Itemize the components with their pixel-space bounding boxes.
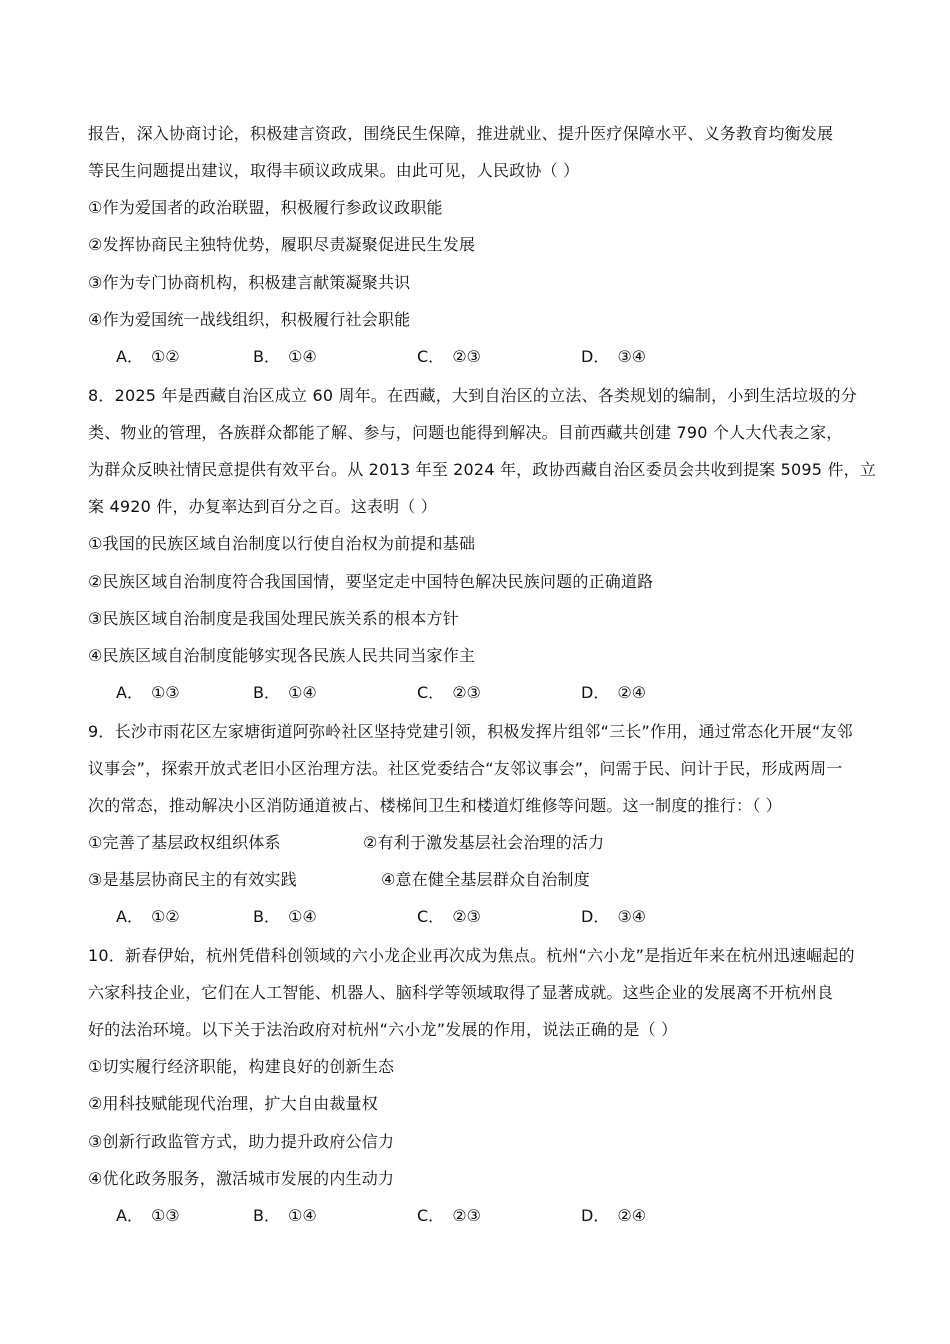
option-label: A． xyxy=(116,347,143,366)
option-value: ③④ xyxy=(617,907,647,926)
option-label: C． xyxy=(417,907,445,926)
option-b[interactable] xyxy=(253,1206,317,1226)
statement-4: ④优化政务服务，激活城市发展的内生动力 xyxy=(88,1169,395,1188)
option-value: ②③ xyxy=(452,907,481,926)
question-text-line: 8．2025 年是西藏自治区成立 60 周年。在西藏，大到自治区的立法、各类规划的编制，小到生活垃圾的分 xyxy=(88,386,857,405)
option-label: B． xyxy=(253,1206,280,1225)
option-c[interactable] xyxy=(417,907,481,927)
option-value: ②③ xyxy=(452,683,481,702)
option-b[interactable] xyxy=(253,347,317,367)
option-label: B． xyxy=(253,907,280,926)
statement-3: ③创新行政监管方式，助力提升政府公信力 xyxy=(88,1132,395,1151)
question-text-line: 报告，深入协商讨论，积极建言资政，围绕民生保障，推进就业、提升医疗保障水平、义务教育均衡发展 xyxy=(88,124,834,143)
statement-4: ④民族区域自治制度能够实现各民族人民共同当家作主 xyxy=(88,646,476,665)
option-value: ②④ xyxy=(617,1206,647,1225)
option-a[interactable] xyxy=(116,683,180,703)
question-text-line: 议事会”，探索开放式老旧小区治理方法。社区党委结合“友邻议事会”，问需于民、问计于民，形成两周一 xyxy=(88,759,843,778)
question-text-line: 六家科技企业，它们在人工智能、机器人、脑科学等领域取得了显著成就。这些企业的发展离不开杭州良 xyxy=(88,983,834,1002)
question-text-line: 为群众反映社情民意提供有效平台。从 2013 年至 2024 年，政协西藏自治区委员会共收到提案 5095 件，立 xyxy=(88,460,877,479)
option-a[interactable] xyxy=(116,1206,180,1226)
question-text-line: 等民生问题提出建议，取得丰硕议政成果。由此可见，人民政协（ ） xyxy=(88,161,580,180)
option-label: A． xyxy=(116,683,143,702)
option-label: C． xyxy=(417,683,445,702)
option-value: ①④ xyxy=(287,1206,317,1225)
option-label: D． xyxy=(581,907,610,926)
option-value: ①② xyxy=(150,907,180,926)
option-c[interactable] xyxy=(417,347,481,367)
option-value: ①② xyxy=(150,347,180,366)
statement-2: ②发挥协商民主独特优势，履职尽责凝聚促进民生发展 xyxy=(88,235,476,254)
question-text-line: 案 4920 件，办复率达到百分之百。这表明（ ） xyxy=(88,497,437,516)
statement-3: ③作为专门协商机构，积极建言献策凝聚共识 xyxy=(88,273,411,292)
option-b[interactable] xyxy=(253,683,317,703)
option-a[interactable] xyxy=(116,907,180,927)
option-label: A． xyxy=(116,907,143,926)
option-d[interactable] xyxy=(581,1206,646,1226)
answer-options xyxy=(116,683,716,703)
statement-4: ④作为爱国统一战线组织，积极履行社会职能 xyxy=(88,310,411,329)
statement-3: ③是基层协商民主的有效实践 xyxy=(88,870,297,889)
option-d[interactable] xyxy=(581,683,646,703)
option-label: A． xyxy=(116,1206,143,1225)
option-label: D． xyxy=(581,1206,610,1225)
statement-3: ③民族区域自治制度是我国处理民族关系的根本方针 xyxy=(88,609,459,628)
statement-1: ①完善了基层政权组织体系 xyxy=(88,833,281,852)
option-d[interactable] xyxy=(581,907,646,927)
question-text-line: 类、物业的管理，各族群众都能了解、参与，问题也能得到解决。目前西藏共创建 790 个人大代表之家， xyxy=(88,423,843,442)
option-value: ②③ xyxy=(452,1206,481,1225)
statement-2: ②有利于激发基层社会治理的活力 xyxy=(363,833,605,852)
statement-4: ④意在健全基层群众自治制度 xyxy=(381,870,590,889)
question-text-line: 次的常态，推动解决小区消防通道被占、楼梯间卫生和楼道灯维修等问题。这一制度的推行：（ ） xyxy=(88,796,782,815)
option-label: C． xyxy=(417,1206,445,1225)
statement-1: ①我国的民族区域自治制度以行使自治权为前提和基础 xyxy=(88,534,476,553)
option-label: B． xyxy=(253,683,280,702)
option-c[interactable] xyxy=(417,683,481,703)
option-c[interactable] xyxy=(417,1206,481,1226)
question-text-line: 好的法治环境。以下关于法治政府对杭州“六小龙”发展的作用，说法正确的是（ ） xyxy=(88,1020,678,1039)
answer-options xyxy=(116,347,716,367)
option-value: ①③ xyxy=(150,683,180,702)
option-label: D． xyxy=(581,347,610,366)
statement-2: ②民族区域自治制度符合我国国情，要坚定走中国特色解决民族问题的正确道路 xyxy=(88,572,654,591)
option-label: B． xyxy=(253,347,280,366)
option-value: ①④ xyxy=(287,347,317,366)
option-a[interactable] xyxy=(116,347,180,367)
option-value: ①④ xyxy=(287,683,317,702)
option-value: ②③ xyxy=(452,347,481,366)
option-d[interactable] xyxy=(581,347,646,367)
statement-1: ①作为爱国者的政治联盟，积极履行参政议政职能 xyxy=(88,198,443,217)
answer-options xyxy=(116,1206,716,1226)
question-text-line: 10．新春伊始，杭州凭借科创领域的六小龙企业再次成为焦点。杭州“六小龙”是指近年来在杭州迅速崛起的 xyxy=(88,946,855,965)
option-b[interactable] xyxy=(253,907,317,927)
option-value: ①③ xyxy=(150,1206,180,1225)
option-value: ②④ xyxy=(617,683,647,702)
question-text-line: 9．长沙市雨花区左家塘街道阿弥岭社区坚持党建引领，积极发挥片组邻“三长”作用，通过常态化开展“友邻 xyxy=(88,722,853,741)
statement-1: ①切实履行经济职能，构建良好的创新生态 xyxy=(88,1057,395,1076)
statement-2: ②用科技赋能现代治理，扩大自由裁量权 xyxy=(88,1094,378,1113)
option-value: ①④ xyxy=(287,907,317,926)
option-label: D． xyxy=(581,683,610,702)
option-label: C． xyxy=(417,347,445,366)
option-value: ③④ xyxy=(617,347,647,366)
answer-options xyxy=(116,907,716,927)
